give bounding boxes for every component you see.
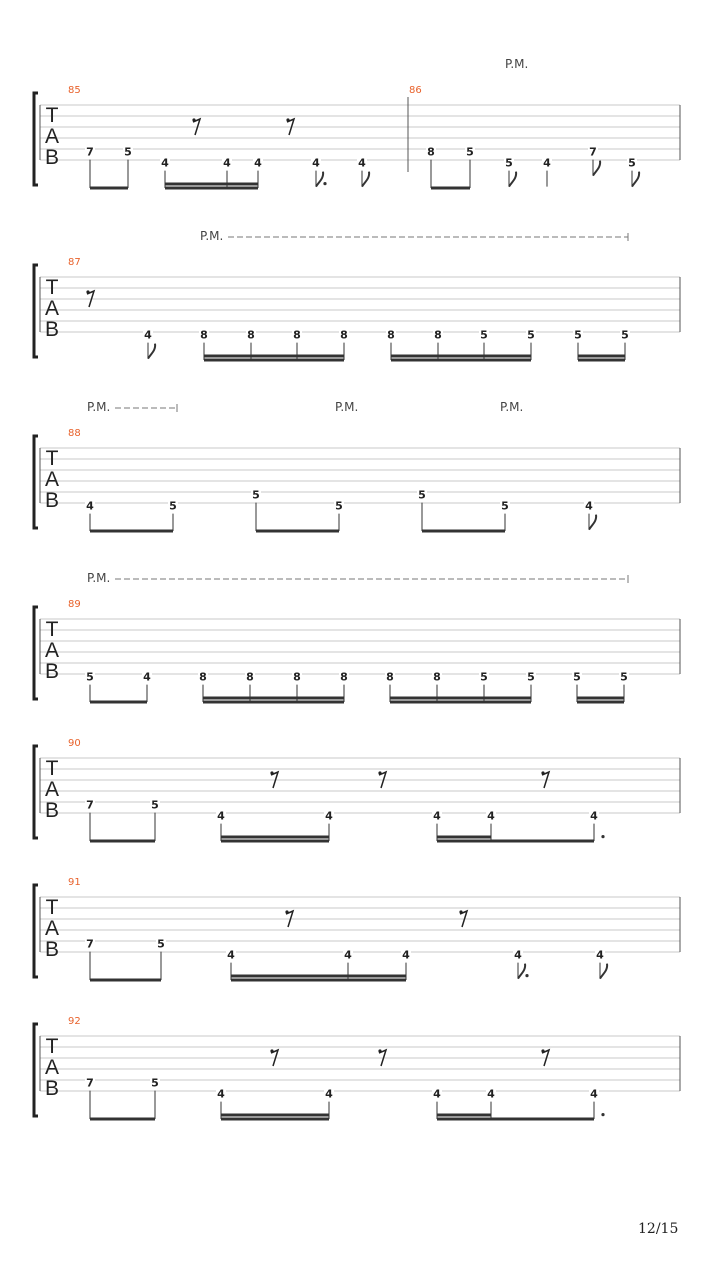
fret-number: 5: [151, 798, 159, 812]
dot: [601, 835, 604, 838]
page-number: 12/15: [638, 1221, 679, 1237]
fret-number: 8: [246, 670, 254, 684]
fret-number: 5: [620, 670, 628, 684]
fret-number: 5: [628, 156, 636, 170]
fret-number: 8: [427, 145, 435, 159]
note-flag: [148, 344, 155, 359]
tab-clef-letter: A: [44, 125, 60, 148]
rest-dot: [541, 771, 544, 774]
note-flag: [632, 172, 639, 187]
fret-number: 7: [86, 937, 94, 951]
note-flag: [362, 172, 369, 187]
fret-number: 4: [590, 1087, 598, 1101]
dot: [601, 1113, 604, 1116]
fret-number: 5: [621, 328, 629, 342]
tab-clef-letter: T: [45, 276, 59, 299]
fret-number: 4: [487, 1087, 495, 1101]
fret-number: 4: [325, 809, 333, 823]
fret-number: 4: [433, 1087, 441, 1101]
fret-number: 5: [169, 499, 177, 513]
system-bracket: [34, 436, 38, 528]
fret-number: 4: [227, 948, 235, 962]
tab-clef-letter: A: [44, 1056, 60, 1079]
fret-number: 4: [144, 328, 152, 342]
note-flag: [600, 964, 607, 979]
fret-number: 5: [157, 937, 165, 951]
rest-dot: [86, 290, 89, 293]
fret-number: 8: [433, 670, 441, 684]
fret-number: 5: [527, 328, 535, 342]
fret-number: 5: [252, 488, 260, 502]
tab-clef-letter: T: [45, 104, 59, 127]
fret-number: 4: [161, 156, 169, 170]
fret-number: 5: [124, 145, 132, 159]
fret-number: 5: [151, 1076, 159, 1090]
fret-number: 8: [293, 670, 301, 684]
fret-number: 8: [340, 328, 348, 342]
fret-number: 8: [434, 328, 442, 342]
staff-system: [34, 877, 680, 980]
fret-number: 4: [86, 499, 94, 513]
fret-number: 8: [340, 670, 348, 684]
fret-number: 5: [86, 670, 94, 684]
tab-clef-letter: B: [44, 146, 60, 169]
rest-dot: [192, 118, 195, 121]
fret-number: 4: [312, 156, 320, 170]
fret-number: 5: [573, 670, 581, 684]
rest-dot: [270, 1049, 273, 1052]
system-bracket: [34, 265, 38, 357]
bar-number: 89: [68, 599, 81, 610]
fret-number: 7: [86, 798, 94, 812]
tab-clef-letter: A: [44, 917, 60, 940]
palm-mute-label: P.M.: [200, 229, 224, 243]
fret-number: 5: [418, 488, 426, 502]
fret-number: 4: [217, 1087, 225, 1101]
staff-system: [34, 400, 680, 531]
staff-system: [34, 738, 680, 841]
fret-number: 4: [514, 948, 522, 962]
fret-number: 5: [505, 156, 513, 170]
system-bracket: [34, 93, 38, 185]
note-flag: [316, 172, 323, 187]
fret-number: 8: [200, 328, 208, 342]
tab-clef-letter: B: [44, 489, 60, 512]
fret-number: 5: [501, 499, 509, 513]
fret-number: 4: [344, 948, 352, 962]
staff-system: [34, 57, 680, 188]
palm-mute-label: P.M.: [335, 400, 359, 414]
fret-number: 4: [590, 809, 598, 823]
palm-mute-label: P.M.: [87, 571, 111, 585]
palm-mute-label: P.M.: [505, 57, 529, 71]
staff-system: [34, 229, 680, 360]
fret-number: 4: [325, 1087, 333, 1101]
note-flag: [589, 515, 596, 530]
note-flag: [593, 161, 600, 176]
system-bracket: [34, 746, 38, 838]
bar-number: 85: [68, 85, 81, 96]
fret-number: 4: [143, 670, 151, 684]
note-flag: [518, 964, 525, 979]
note-flag: [509, 172, 516, 187]
dot: [323, 182, 326, 185]
fret-number: 5: [466, 145, 474, 159]
tab-clef-letter: T: [45, 896, 59, 919]
bar-number: 86: [409, 85, 422, 96]
dot: [525, 974, 528, 977]
fret-number: 4: [223, 156, 231, 170]
rest-dot: [378, 1049, 381, 1052]
fret-number: 4: [543, 156, 551, 170]
tab-clef-letter: A: [44, 778, 60, 801]
fret-number: 8: [386, 670, 394, 684]
tab-clef-letter: T: [45, 447, 59, 470]
tab-clef-letter: A: [44, 297, 60, 320]
fret-number: 4: [402, 948, 410, 962]
tab-clef-letter: T: [45, 757, 59, 780]
tab-clef-letter: B: [44, 799, 60, 822]
bar-number: 92: [68, 1016, 81, 1027]
rest-dot: [285, 910, 288, 913]
tab-clef-letter: B: [44, 318, 60, 341]
fret-number: 4: [433, 809, 441, 823]
fret-number: 5: [335, 499, 343, 513]
fret-number: 5: [480, 328, 488, 342]
tab-clef-letter: B: [44, 938, 60, 961]
rest-dot: [459, 910, 462, 913]
fret-number: 5: [480, 670, 488, 684]
rest-dot: [270, 771, 273, 774]
rest-dot: [286, 118, 289, 121]
fret-number: 4: [217, 809, 225, 823]
rest-dot: [378, 771, 381, 774]
fret-number: 4: [585, 499, 593, 513]
fret-number: 7: [86, 1076, 94, 1090]
system-bracket: [34, 1024, 38, 1116]
fret-number: 8: [387, 328, 395, 342]
tab-clef-letter: A: [44, 468, 60, 491]
fret-number: 4: [596, 948, 604, 962]
fret-number: 4: [254, 156, 262, 170]
fret-number: 4: [487, 809, 495, 823]
staff-system: [34, 1016, 680, 1119]
fret-number: 8: [293, 328, 301, 342]
rest-dot: [541, 1049, 544, 1052]
bar-number: 90: [68, 738, 81, 749]
system-bracket: [34, 607, 38, 699]
fret-number: 4: [358, 156, 366, 170]
bar-number: 88: [68, 428, 81, 439]
fret-number: 7: [589, 145, 597, 159]
staff-system: [34, 571, 680, 702]
palm-mute-label: P.M.: [87, 400, 111, 414]
tab-clef-letter: B: [44, 660, 60, 683]
tab-clef-letter: B: [44, 1077, 60, 1100]
tab-clef-letter: T: [45, 618, 59, 641]
fret-number: 8: [199, 670, 207, 684]
tab-clef-letter: T: [45, 1035, 59, 1058]
fret-number: 5: [527, 670, 535, 684]
palm-mute-label: P.M.: [500, 400, 524, 414]
fret-number: 7: [86, 145, 94, 159]
tab-clef-letter: A: [44, 639, 60, 662]
bar-number: 91: [68, 877, 81, 888]
fret-number: 5: [574, 328, 582, 342]
system-bracket: [34, 885, 38, 977]
bar-number: 87: [68, 257, 81, 268]
fret-number: 8: [247, 328, 255, 342]
